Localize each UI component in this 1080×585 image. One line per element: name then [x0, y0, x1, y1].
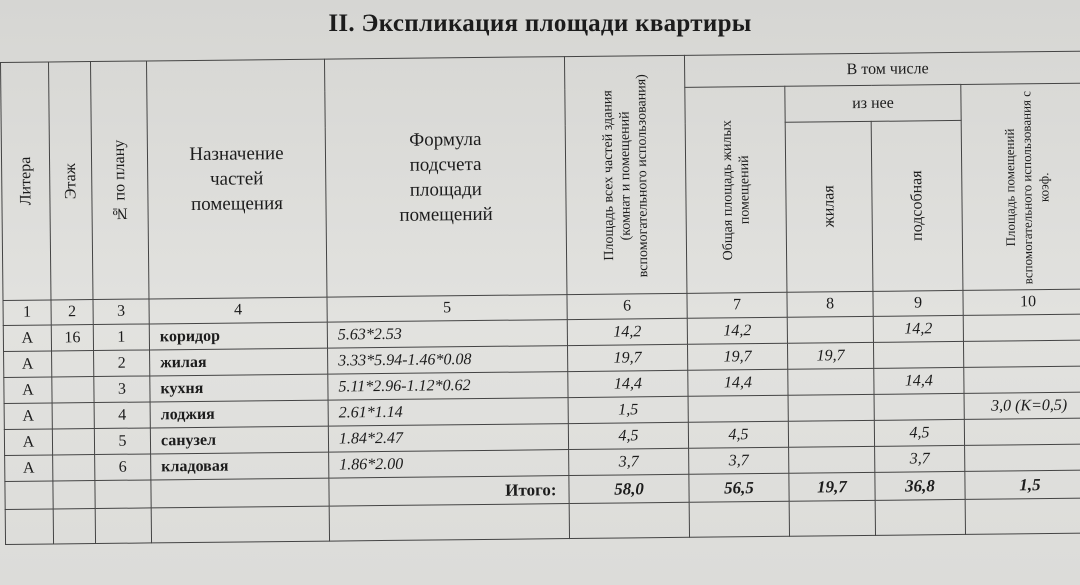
- cell-name: жилая: [150, 348, 328, 376]
- cell-aux-coef: [964, 366, 1080, 393]
- total-area: 58,0: [569, 474, 689, 503]
- blank-cell: [875, 499, 965, 535]
- cell-aux-coef: [965, 444, 1080, 471]
- blank-cell: [5, 509, 53, 545]
- cell-formula: 5.63*2.53: [327, 320, 567, 349]
- cell-living: [788, 420, 874, 447]
- cell-formula: 3.33*5.94-1.46*0.08: [328, 346, 568, 375]
- cell-formula: 1.84*2.47: [328, 424, 568, 453]
- cell-living-total: 4,5: [688, 421, 788, 448]
- cell-plan-no: 3: [94, 376, 150, 403]
- col-num: 6: [567, 293, 687, 319]
- cell-floor: [52, 429, 94, 455]
- blank-cell: [329, 504, 569, 542]
- cell-living: [788, 394, 874, 421]
- cell-area: 1,5: [568, 396, 688, 423]
- blank-cell: [151, 506, 329, 543]
- cell-auxiliary: 14,2: [873, 315, 963, 342]
- blank-cell: [95, 508, 151, 544]
- blank-cell: [569, 502, 689, 538]
- col-num: 5: [327, 295, 567, 323]
- cell-formula: 5.11*2.96-1.12*0.62: [328, 372, 568, 401]
- cell-auxiliary: [874, 393, 964, 420]
- cell-aux-coef: [963, 340, 1080, 367]
- blank-cell: [95, 480, 151, 509]
- blank-cell: [151, 478, 329, 508]
- cell-auxiliary: 3,7: [875, 445, 965, 472]
- document-title: II. Экспликация площади квартиры: [328, 10, 752, 37]
- header-litera: Литера: [1, 62, 51, 300]
- cell-name: санузел: [150, 426, 328, 454]
- cell-living: [787, 316, 873, 343]
- cell-floor: 16: [51, 325, 93, 351]
- cell-litera: А: [4, 403, 52, 430]
- header-of-which: из нее: [785, 84, 961, 122]
- cell-living-total: 19,7: [687, 343, 787, 370]
- blank-cell: [53, 481, 95, 509]
- cell-floor: [52, 351, 94, 377]
- col-num: 7: [687, 292, 787, 318]
- total-aux-coef: 1,5: [965, 470, 1080, 499]
- cell-name: кладовая: [151, 452, 329, 480]
- cell-living: [788, 368, 874, 395]
- blank-cell: [965, 498, 1080, 534]
- cell-plan-no: 4: [94, 402, 150, 429]
- cell-name: лоджия: [150, 400, 328, 428]
- cell-plan-no: 5: [94, 428, 150, 455]
- cell-auxiliary: [873, 341, 963, 368]
- cell-plan-no: 1: [93, 324, 149, 351]
- header-aux-coef: Площадь помещений вспомогательного использования с коэф.: [961, 83, 1080, 290]
- cell-living-total: [688, 395, 788, 422]
- cell-name: коридор: [149, 322, 327, 350]
- total-living-total: 56,5: [689, 473, 789, 502]
- col-num: 10: [963, 289, 1080, 315]
- cell-name: кухня: [150, 374, 328, 402]
- header-floor: Этаж: [49, 62, 93, 300]
- cell-living-total: 14,4: [688, 369, 788, 396]
- cell-litera: А: [4, 351, 52, 378]
- total-label: Итого:: [329, 476, 569, 507]
- header-including: В том числе: [684, 51, 1080, 87]
- blank-cell: [53, 509, 95, 544]
- cell-litera: А: [4, 429, 52, 456]
- header-auxiliary: подсобная: [871, 120, 963, 291]
- cell-floor: [53, 455, 95, 481]
- cell-litera: А: [3, 325, 51, 352]
- blank-cell: [5, 481, 53, 510]
- col-num: 2: [51, 300, 93, 325]
- col-num: 3: [93, 299, 149, 325]
- total-auxiliary: 36,8: [875, 471, 965, 500]
- col-num: 9: [873, 290, 963, 316]
- header-plan-no: № по плану: [91, 61, 149, 300]
- header-formula: Формула подсчета площади помещений: [324, 57, 566, 298]
- cell-living: 19,7: [787, 342, 873, 369]
- cell-auxiliary: 14,4: [874, 367, 964, 394]
- cell-area: 19,7: [568, 344, 688, 371]
- cell-area: 3,7: [569, 448, 689, 475]
- col-num: 8: [787, 291, 873, 317]
- cell-living-total: 3,7: [689, 447, 789, 474]
- cell-floor: [52, 377, 94, 403]
- header-purpose: Назначение частей помещения: [146, 59, 326, 299]
- cell-living-total: 14,2: [687, 317, 787, 344]
- col-num: 4: [149, 297, 327, 324]
- col-num: 1: [3, 300, 51, 326]
- cell-aux-coef: [964, 418, 1080, 445]
- blank-cell: [689, 501, 789, 537]
- explication-table: [0, 51, 1080, 545]
- cell-litera: А: [4, 377, 52, 404]
- cell-area: 4,5: [568, 422, 688, 449]
- header-living-total: Общая площадь жилых помещений: [685, 86, 787, 293]
- blank-cell: [789, 500, 875, 536]
- cell-auxiliary: 4,5: [874, 419, 964, 446]
- cell-living: [789, 446, 875, 473]
- cell-area: 14,4: [568, 370, 688, 397]
- header-total-area: Площадь всех частей здания (комнат и помещений вспомогательного использования): [564, 55, 686, 294]
- cell-aux-coef: 3,0 (К=0,5): [964, 392, 1080, 419]
- total-living: 19,7: [789, 472, 875, 501]
- cell-plan-no: 2: [94, 350, 150, 377]
- cell-area: 14,2: [567, 318, 687, 345]
- cell-plan-no: 6: [95, 454, 151, 481]
- cell-aux-coef: [963, 314, 1080, 341]
- cell-litera: А: [5, 455, 53, 482]
- cell-formula: 1.86*2.00: [329, 450, 569, 479]
- cell-floor: [52, 403, 94, 429]
- header-living: жилая: [785, 121, 873, 292]
- cell-formula: 2.61*1.14: [328, 398, 568, 427]
